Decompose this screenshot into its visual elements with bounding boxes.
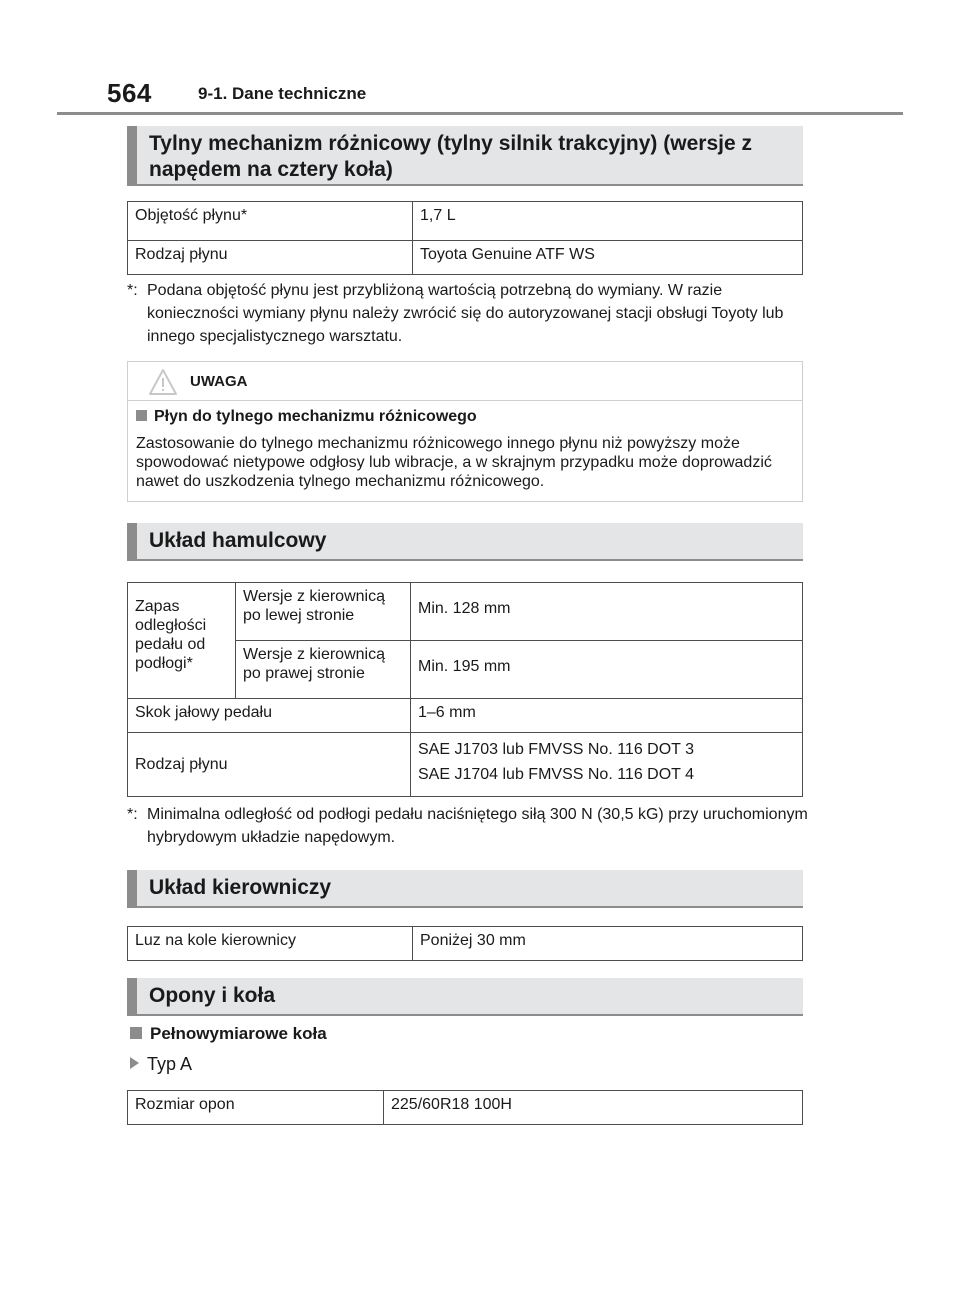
table-row <box>128 927 803 961</box>
footnote-text: Minimalna odległość od podłogi pedału naciśniętego siłą 300 N (30,5 kG) przy uruchomionym hybrydowym układzie napędowym. <box>147 806 808 846</box>
warning-title: UWAGA <box>190 373 248 390</box>
footnote-mark: *: <box>127 806 138 823</box>
lhd-label: Wersje z kierownicą po lewej stronie <box>236 583 411 641</box>
steering-table <box>127 926 803 961</box>
table-row <box>128 202 803 241</box>
lhd-value: Min. 128 mm <box>411 583 803 641</box>
tire-size-label: Rozmiar opon <box>128 1091 384 1125</box>
warning-subheading-text: Płyn do tylnego mechanizmu różnicowego <box>154 408 477 425</box>
pedal-freeplay-value: 1–6 mm <box>411 699 803 733</box>
section-title: 9-1. Dane techniczne <box>198 84 367 103</box>
brakes-table <box>127 582 803 797</box>
brake-fluid-option: SAE J1703 lub FMVSS No. 116 DOT 3 <box>418 741 694 758</box>
table-row <box>128 699 803 733</box>
header-divider <box>57 112 903 115</box>
full-size-wheels-subheading <box>130 1024 327 1044</box>
pedal-clearance-label: Zapas odległości pedału od podłogi* <box>128 583 236 699</box>
warning-box <box>127 361 803 502</box>
pedal-freeplay-label: Skok jałowy pedału <box>128 699 411 733</box>
page-header <box>107 78 903 112</box>
fluid-type-label: Rodzaj płynu <box>128 241 413 275</box>
table-row <box>128 1091 803 1125</box>
section-heading-brakes: Układ hamulcowy <box>127 523 803 561</box>
fluid-type-value: Toyota Genuine ATF WS <box>413 241 803 275</box>
brake-fluid-value <box>411 733 803 797</box>
square-bullet-icon <box>136 410 147 421</box>
triangle-bullet-icon <box>130 1057 139 1069</box>
rear-differential-table <box>127 201 803 275</box>
rear-differential-footnote <box>127 279 817 348</box>
section-heading-rear-differential: Tylny mechanizm różnicowy (tylny silnik trakcyjny) (wersje z napędem na cztery koła) <box>127 126 803 186</box>
page-number: 564 <box>107 78 152 108</box>
tire-size-table <box>127 1090 803 1125</box>
warning-subheading <box>136 408 477 426</box>
type-a-item <box>130 1054 192 1075</box>
tire-size-value: 225/60R18 100H <box>384 1091 803 1125</box>
rhd-label: Wersje z kierownicą po prawej stronie <box>236 641 411 699</box>
type-a-label: Typ A <box>147 1054 193 1074</box>
brake-fluid-option: SAE J1704 lub FMVSS No. 116 DOT 4 <box>418 766 694 783</box>
fluid-capacity-label: Objętość płynu* <box>128 202 413 241</box>
warning-header <box>128 362 802 401</box>
fluid-capacity-value: 1,7 L <box>413 202 803 241</box>
brakes-footnote <box>127 803 817 849</box>
subheading-text: Pełnowymiarowe koła <box>150 1024 327 1043</box>
brake-fluid-label: Rodzaj płynu <box>128 733 411 797</box>
warning-triangle-icon <box>148 368 178 396</box>
table-row <box>128 733 803 797</box>
steering-play-label: Luz na kole kierownicy <box>128 927 413 961</box>
table-row <box>128 583 803 641</box>
footnote-mark: *: <box>127 282 138 299</box>
warning-body: Zastosowanie do tylnego mechanizmu różnicowego innego płynu niż powyższy może spowodować nietypowe odgłosy lub wibracje, a w skrajnym przypadku może doprowadzić nawet do uszkodzenia tylnego mechanizmu różnicowego. <box>136 435 772 490</box>
steering-play-value: Poniżej 30 mm <box>413 927 803 961</box>
section-heading-steering: Układ kierowniczy <box>127 870 803 908</box>
square-bullet-icon <box>130 1027 142 1039</box>
footnote-text: Podana objętość płynu jest przybliżoną wartością potrzebną do wymiany. W razie konieczności wymiany płynu należy zwrócić się do autoryzowanej stacji obsługi Toyoty lub innego specjalistycznego warsztatu. <box>147 282 784 345</box>
table-row <box>128 241 803 275</box>
section-heading-tires: Opony i koła <box>127 978 803 1016</box>
rhd-value: Min. 195 mm <box>411 641 803 699</box>
